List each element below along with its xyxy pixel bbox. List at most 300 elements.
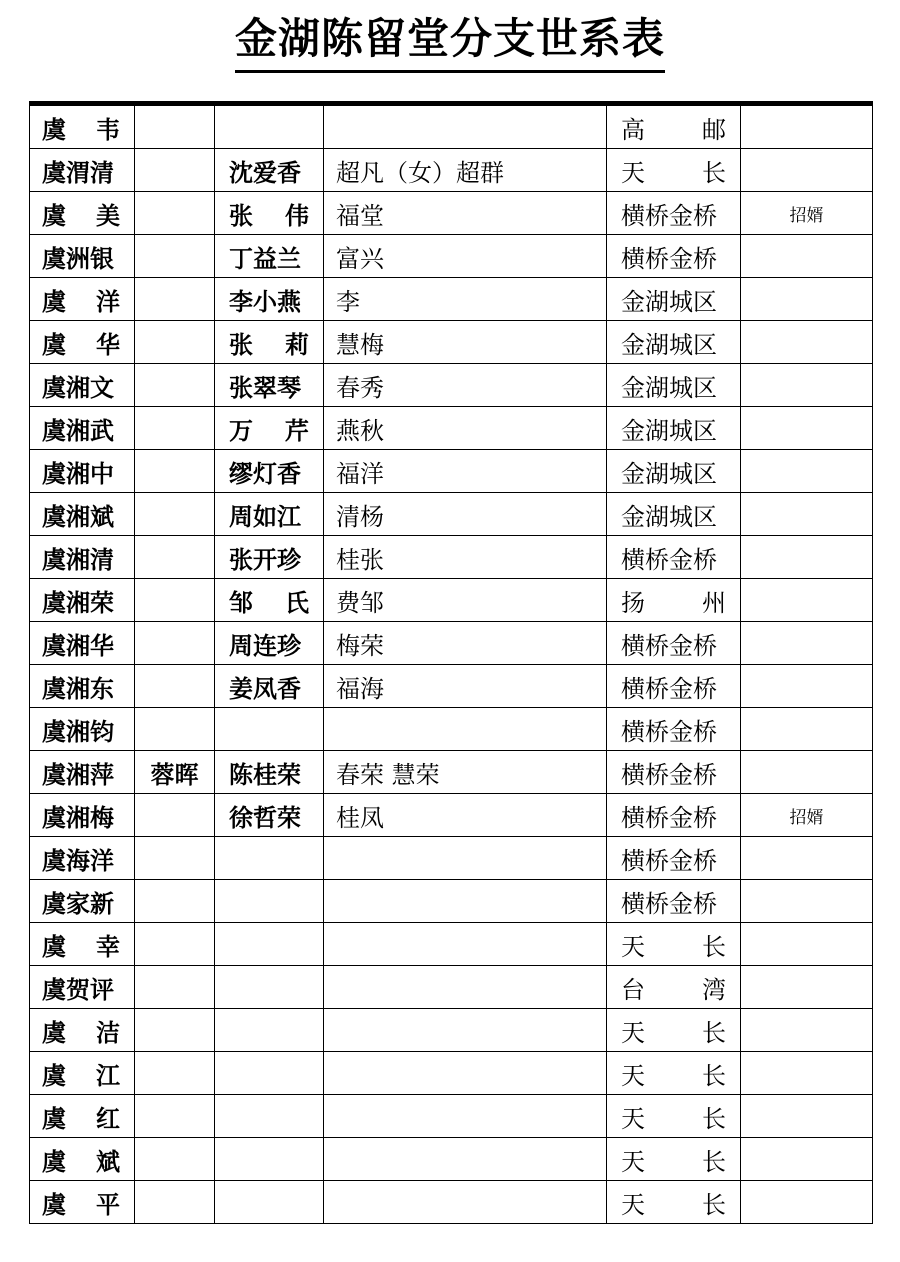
place-text: 横桥金桥 [621, 674, 717, 703]
note-cell [741, 708, 873, 751]
spouse-text: 沈爱香 [229, 158, 301, 187]
children-text [324, 1095, 606, 1137]
spouse-text: 万 芹 [229, 416, 309, 445]
spouse-text: 张开珍 [229, 545, 301, 574]
son-text [135, 1009, 214, 1051]
place-text: 天 长 [621, 932, 726, 961]
children-cell [324, 278, 607, 321]
name-cell [30, 149, 135, 192]
spouse-cell [215, 493, 324, 536]
place-cell [607, 192, 741, 235]
spouse-cell [215, 579, 324, 622]
children-text: 超凡（女）超群 [336, 158, 504, 187]
name-cell [30, 104, 135, 149]
son-cell [135, 407, 215, 450]
spouse-cell [215, 321, 324, 364]
son-cell [135, 923, 215, 966]
place-text: 天 长 [621, 1018, 726, 1047]
name-text: 虞 红 [42, 1104, 120, 1133]
place-cell [607, 966, 741, 1009]
children-cell [324, 192, 607, 235]
son-text [135, 493, 214, 535]
son-cell [135, 794, 215, 837]
spouse-cell [215, 708, 324, 751]
children-text [324, 923, 606, 965]
children-text [324, 1181, 606, 1223]
spouse-cell [215, 450, 324, 493]
place-cell [607, 104, 741, 149]
table-row [30, 278, 873, 321]
name-text: 虞湘中 [42, 459, 114, 488]
note-cell [741, 364, 873, 407]
note-text [741, 1138, 872, 1180]
children-cell [324, 493, 607, 536]
place-text: 横桥金桥 [621, 889, 717, 918]
spouse-cell [215, 1181, 324, 1224]
place-cell [607, 579, 741, 622]
place-cell [607, 751, 741, 794]
name-cell [30, 450, 135, 493]
children-text [324, 880, 606, 922]
son-cell [135, 321, 215, 364]
spouse-text: 缪灯香 [229, 459, 301, 488]
place-cell [607, 794, 741, 837]
son-cell [135, 751, 215, 794]
name-cell [30, 364, 135, 407]
place-cell [607, 278, 741, 321]
name-cell [30, 235, 135, 278]
children-cell [324, 536, 607, 579]
name-cell [30, 1052, 135, 1095]
son-text [135, 106, 214, 148]
children-cell [324, 407, 607, 450]
son-text [135, 966, 214, 1008]
note-cell [741, 450, 873, 493]
name-text: 虞湘华 [42, 631, 114, 660]
place-text: 横桥金桥 [621, 201, 717, 230]
table-row [30, 1009, 873, 1052]
name-cell [30, 321, 135, 364]
son-cell [135, 579, 215, 622]
place-text: 高 邮 [621, 115, 726, 144]
son-text [135, 923, 214, 965]
place-cell [607, 622, 741, 665]
spouse-text: 周如江 [229, 502, 301, 531]
place-cell [607, 708, 741, 751]
place-text: 横桥金桥 [621, 545, 717, 574]
son-cell [135, 1009, 215, 1052]
place-text: 天 长 [621, 1061, 726, 1090]
son-cell [135, 278, 215, 321]
note-cell [741, 622, 873, 665]
spouse-text: 张翠琴 [229, 373, 301, 402]
children-text [324, 1009, 606, 1051]
son-text [135, 235, 214, 277]
note-text [741, 622, 872, 664]
spouse-text [215, 1181, 323, 1223]
children-text [324, 1052, 606, 1094]
spouse-cell [215, 794, 324, 837]
spouse-text [215, 106, 323, 148]
children-text: 慧梅 [336, 330, 384, 359]
children-text: 桂张 [336, 545, 384, 574]
place-text: 台 湾 [621, 975, 726, 1004]
son-cell [135, 1138, 215, 1181]
place-cell [607, 493, 741, 536]
spouse-cell [215, 880, 324, 923]
spouse-cell [215, 104, 324, 149]
note-text [741, 407, 872, 449]
spouse-cell [215, 235, 324, 278]
son-cell [135, 966, 215, 1009]
name-cell [30, 837, 135, 880]
name-cell [30, 622, 135, 665]
son-text [135, 407, 214, 449]
place-cell [607, 450, 741, 493]
spouse-cell [215, 1138, 324, 1181]
spouse-text [215, 837, 323, 879]
table-row [30, 880, 873, 923]
note-text [741, 321, 872, 363]
name-cell [30, 751, 135, 794]
children-cell [324, 235, 607, 278]
children-text: 李 [336, 287, 360, 316]
name-text: 虞 华 [42, 330, 120, 359]
note-cell [741, 407, 873, 450]
children-text: 春秀 [336, 373, 384, 402]
note-text [741, 708, 872, 750]
son-text [135, 837, 214, 879]
place-text: 金湖城区 [621, 416, 717, 445]
place-text: 金湖城区 [621, 330, 717, 359]
son-cell [135, 235, 215, 278]
spouse-cell [215, 407, 324, 450]
note-cell [741, 665, 873, 708]
son-cell [135, 837, 215, 880]
name-cell [30, 1095, 135, 1138]
table-row [30, 1181, 873, 1224]
son-text [135, 450, 214, 492]
note-cell [741, 880, 873, 923]
children-cell [324, 149, 607, 192]
note-text [741, 923, 872, 965]
note-text [741, 579, 872, 621]
spouse-text [215, 1138, 323, 1180]
name-text: 虞 洁 [42, 1018, 120, 1047]
son-cell [135, 104, 215, 149]
table-row [30, 1052, 873, 1095]
note-text [741, 665, 872, 707]
spouse-cell [215, 622, 324, 665]
spouse-text: 张 莉 [229, 330, 309, 359]
children-text: 春荣 慧荣 [336, 760, 440, 789]
table-row [30, 104, 873, 149]
note-cell [741, 923, 873, 966]
spouse-cell [215, 1095, 324, 1138]
children-text: 福堂 [336, 201, 384, 230]
place-cell [607, 837, 741, 880]
name-cell [30, 1181, 135, 1224]
note-text [741, 880, 872, 922]
children-text [324, 708, 606, 750]
place-cell [607, 665, 741, 708]
children-text: 梅荣 [336, 631, 384, 660]
note-cell [741, 794, 873, 837]
name-text: 虞湘清 [42, 545, 114, 574]
spouse-text: 徐哲荣 [229, 803, 301, 832]
son-cell [135, 364, 215, 407]
place-text: 横桥金桥 [621, 717, 717, 746]
children-cell [324, 665, 607, 708]
note-cell [741, 278, 873, 321]
note-cell [741, 321, 873, 364]
note-text [741, 450, 872, 492]
table-row [30, 536, 873, 579]
son-cell [135, 1052, 215, 1095]
son-text [135, 794, 214, 836]
table-row [30, 149, 873, 192]
place-cell [607, 321, 741, 364]
spouse-text: 李小燕 [229, 287, 301, 316]
children-cell [324, 1181, 607, 1224]
place-text: 横桥金桥 [621, 760, 717, 789]
note-text [741, 966, 872, 1008]
name-cell [30, 708, 135, 751]
place-text: 金湖城区 [621, 459, 717, 488]
table-row [30, 923, 873, 966]
children-text: 清杨 [336, 502, 384, 531]
spouse-text: 邹 氏 [229, 588, 309, 617]
name-text: 虞家新 [42, 889, 114, 918]
place-cell [607, 407, 741, 450]
name-text: 虞湘东 [42, 674, 114, 703]
name-cell [30, 536, 135, 579]
name-cell [30, 880, 135, 923]
children-text [324, 1138, 606, 1180]
son-cell [135, 880, 215, 923]
spouse-text [215, 1009, 323, 1051]
name-cell [30, 1009, 135, 1052]
note-text [741, 364, 872, 406]
note-text [741, 1009, 872, 1051]
genealogy-table [29, 101, 873, 1224]
place-text: 金湖城区 [621, 502, 717, 531]
son-text [135, 622, 214, 664]
place-cell [607, 880, 741, 923]
children-cell [324, 837, 607, 880]
name-text: 虞洲银 [42, 244, 114, 273]
table-row [30, 407, 873, 450]
name-text: 虞 韦 [42, 115, 120, 144]
son-cell [135, 622, 215, 665]
place-cell [607, 1095, 741, 1138]
place-text: 天 长 [621, 1104, 726, 1133]
name-text: 虞海洋 [42, 846, 114, 875]
table-row [30, 235, 873, 278]
name-cell [30, 794, 135, 837]
table-row [30, 192, 873, 235]
spouse-text: 陈桂荣 [229, 760, 301, 789]
note-text [741, 1181, 872, 1223]
table-row [30, 751, 873, 794]
genealogy-rows [30, 104, 873, 1224]
name-text: 虞湘武 [42, 416, 114, 445]
note-text [741, 1095, 872, 1137]
name-cell [30, 923, 135, 966]
spouse-text: 丁益兰 [229, 244, 301, 273]
place-text: 金湖城区 [621, 287, 717, 316]
children-cell [324, 1052, 607, 1095]
note-text [741, 278, 872, 320]
spouse-text [215, 880, 323, 922]
table-row [30, 665, 873, 708]
children-text [324, 106, 606, 148]
children-cell [324, 1138, 607, 1181]
spouse-cell [215, 1052, 324, 1095]
table-row [30, 708, 873, 751]
place-text: 金湖城区 [621, 373, 717, 402]
son-text [135, 1181, 214, 1223]
note-text [741, 106, 872, 148]
son-cell [135, 493, 215, 536]
son-text: 蓉晖 [150, 760, 199, 789]
name-text: 虞湘荣 [42, 588, 114, 617]
note-cell [741, 579, 873, 622]
son-text [135, 321, 214, 363]
spouse-cell [215, 923, 324, 966]
note-text [741, 493, 872, 535]
place-text: 横桥金桥 [621, 846, 717, 875]
spouse-text [215, 923, 323, 965]
son-cell [135, 192, 215, 235]
son-text [135, 880, 214, 922]
note-text [741, 1052, 872, 1094]
spouse-text [215, 966, 323, 1008]
spouse-cell [215, 665, 324, 708]
place-text: 天 长 [621, 1190, 726, 1219]
table-row [30, 837, 873, 880]
note-cell [741, 1095, 873, 1138]
table-row [30, 579, 873, 622]
note-cell [741, 1138, 873, 1181]
children-text [324, 966, 606, 1008]
name-text: 虞湘斌 [42, 502, 114, 531]
note-cell [741, 837, 873, 880]
place-cell [607, 364, 741, 407]
son-text [135, 192, 214, 234]
son-text [135, 278, 214, 320]
son-text [135, 579, 214, 621]
name-text: 虞湘梅 [42, 803, 114, 832]
name-cell [30, 493, 135, 536]
place-cell [607, 1138, 741, 1181]
note-cell [741, 493, 873, 536]
spouse-text: 张 伟 [229, 201, 309, 230]
son-cell [135, 450, 215, 493]
son-cell [135, 665, 215, 708]
name-text: 虞渭清 [42, 158, 114, 187]
note-text [741, 149, 872, 191]
spouse-cell [215, 278, 324, 321]
note-cell [741, 1181, 873, 1224]
note-cell [741, 966, 873, 1009]
children-text: 福海 [336, 674, 384, 703]
son-cell [135, 149, 215, 192]
spouse-text: 姜凤香 [229, 674, 301, 703]
note-cell [741, 235, 873, 278]
name-cell [30, 579, 135, 622]
children-cell [324, 321, 607, 364]
spouse-cell [215, 364, 324, 407]
children-text: 费邹 [336, 588, 384, 617]
children-cell [324, 880, 607, 923]
spouse-cell [215, 192, 324, 235]
children-cell [324, 966, 607, 1009]
place-cell [607, 149, 741, 192]
spouse-cell [215, 536, 324, 579]
children-cell [324, 579, 607, 622]
table-row [30, 966, 873, 1009]
name-cell [30, 278, 135, 321]
place-text: 横桥金桥 [621, 803, 717, 832]
children-cell [324, 1009, 607, 1052]
name-text: 虞湘文 [42, 373, 114, 402]
name-text: 虞贺评 [42, 975, 114, 1004]
son-cell [135, 536, 215, 579]
children-text: 富兴 [336, 244, 384, 273]
note-cell [741, 536, 873, 579]
note-cell [741, 1009, 873, 1052]
children-cell [324, 364, 607, 407]
note-text: 招婿 [789, 807, 824, 828]
son-text [135, 364, 214, 406]
name-cell [30, 407, 135, 450]
note-cell [741, 1052, 873, 1095]
note-text: 招婿 [789, 205, 824, 226]
name-cell [30, 1138, 135, 1181]
place-cell [607, 536, 741, 579]
spouse-text [215, 1095, 323, 1137]
children-text: 桂凤 [336, 803, 384, 832]
name-text: 虞 斌 [42, 1147, 120, 1176]
children-cell [324, 923, 607, 966]
children-cell [324, 622, 607, 665]
table-row [30, 1138, 873, 1181]
son-cell [135, 1181, 215, 1224]
place-cell [607, 1052, 741, 1095]
children-cell [324, 450, 607, 493]
children-cell [324, 104, 607, 149]
children-cell [324, 751, 607, 794]
name-text: 虞 江 [42, 1061, 120, 1090]
note-text [741, 837, 872, 879]
spouse-cell [215, 966, 324, 1009]
children-cell [324, 1095, 607, 1138]
table-row [30, 1095, 873, 1138]
name-cell [30, 192, 135, 235]
children-text: 福洋 [336, 459, 384, 488]
place-text: 天 长 [621, 158, 726, 187]
name-cell [30, 665, 135, 708]
spouse-cell [215, 1009, 324, 1052]
spouse-cell [215, 837, 324, 880]
note-cell [741, 104, 873, 149]
children-text [324, 837, 606, 879]
son-text [135, 665, 214, 707]
spouse-text: 周连珍 [229, 631, 301, 660]
place-text: 横桥金桥 [621, 631, 717, 660]
place-text: 横桥金桥 [621, 244, 717, 273]
